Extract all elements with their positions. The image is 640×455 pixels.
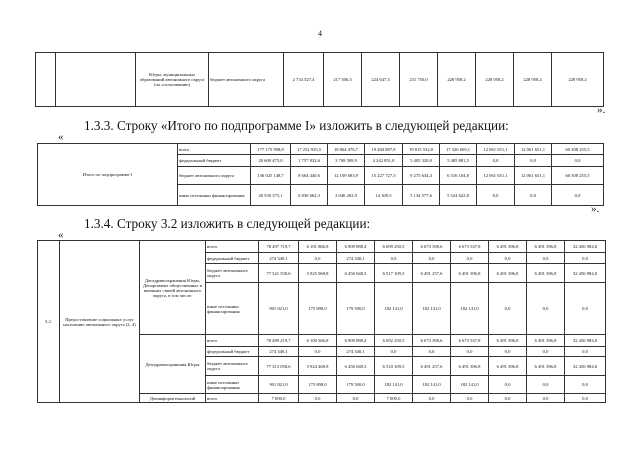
value-cell: 6 909 888,4 [337,241,375,253]
value-cell: 0,0 [375,253,413,264]
value-cell: 6 316 104,8 [440,167,477,185]
value-cell: 4 242 851,0 [365,155,403,167]
row-label: федеральный бюджет [206,347,259,357]
value-cell: 0,0 [489,253,527,264]
value-cell: 20 550 375,1 [251,185,291,206]
value-cell: 182 141,0 [413,283,451,335]
value-cell: 7 000,0 [259,394,299,403]
value-cell: 6 673 398,6 [413,241,451,253]
value-cell: 0,0 [552,185,604,206]
value-cell: 6 491 396,8 [489,264,527,283]
value-cell: 77 313 058,6 [259,357,299,376]
value-cell: 182 141,0 [451,376,489,394]
value-cell: 6 491 257,6 [413,357,451,376]
value-cell: 19 815 532,0 [403,144,440,155]
value-cell: 12 061 651,1 [515,167,552,185]
value-cell: 32 456 984,0 [565,357,606,376]
responsible-org: Депздравоохранения Югры, Департамент общественных и внешних связей автономного округа, в том числе: [140,241,206,335]
value-cell: 6 830 662,3 [291,185,328,206]
row-label: федеральный бюджет [178,155,251,167]
value-cell: 12 109 683,9 [328,167,365,185]
top-table [35,52,604,107]
value-cell: 0,0 [527,283,565,335]
value-cell: 12 061 651,1 [515,144,552,155]
empty-cell [36,53,56,107]
value-cell: 0,0 [413,394,451,403]
row-label: федеральный бюджет [206,253,259,264]
value-cell: 0,0 [565,283,606,335]
row-label: бюджет автономного округа [209,53,284,107]
value-cell: 6 909 888,4 [337,335,375,347]
value-cell: 17 326 609,1 [440,144,477,155]
value-cell: 179 500,0 [337,283,375,335]
section-heading: 1.3.3. Строку «Итого по подпрограмме I» изложить в следующей редакции: [84,118,509,133]
value-cell: 182 141,0 [451,283,489,335]
value-cell: 274 340,1 [259,253,299,264]
value-cell: 0,0 [489,347,527,357]
task-name: Предоставление социальных услуг населению автономного округа (2, 4) [60,241,140,403]
value-cell: 5 134 577,6 [403,185,440,206]
value-cell: 228 958,2 [514,53,552,107]
opening-quote: « [58,131,64,143]
value-cell: 6 517 109,5 [375,264,413,283]
value-cell: 6 101 866,8 [299,241,337,253]
table-row [38,241,606,253]
value-cell: 60 308 255,5 [552,144,604,155]
row-label: бюджет автономного округа [206,264,259,283]
value-cell: 0,0 [413,347,451,357]
value-cell: 901 821,0 [259,283,299,335]
value-cell: 0,0 [413,253,451,264]
value-cell: 0,0 [552,155,604,167]
value-cell: 6 491 396,8 [527,335,565,347]
value-cell: 0,0 [337,394,375,403]
value-cell: 7 000,0 [375,394,413,403]
value-cell: 3 046 202,9 [328,185,365,206]
value-cell: 6 692 250,5 [375,335,413,347]
value-cell: 6 491 396,8 [527,264,565,283]
value-cell: 5 485 881,5 [440,155,477,167]
opening-quote: « [58,229,64,241]
value-cell: 0,0 [527,253,565,264]
value-cell: 6 491 396,8 [489,241,527,253]
value-cell: 224 647,3 [362,53,400,107]
value-cell: 0,0 [451,394,489,403]
value-cell: 12 061 651,1 [477,167,515,185]
value-cell: 32 456 984,0 [565,335,606,347]
value-cell: 6 510 109,5 [375,357,413,376]
row-label: иные источники финансирования [206,283,259,335]
value-cell: 0,0 [489,283,527,335]
table-row [38,144,604,155]
value-cell: 6 491 396,8 [527,357,565,376]
value-cell: 6 491 396,8 [489,357,527,376]
value-cell: 0,0 [515,155,552,167]
value-cell: 19 484 887,8 [365,144,403,155]
row-label: бюджет автономного округа [178,167,251,185]
value-cell: 5 924 468,8 [299,357,337,376]
value-cell: 177 175 998,8 [251,144,291,155]
value-cell: 6 491 396,8 [489,335,527,347]
value-cell: 78 497 719,7 [259,241,299,253]
value-cell: 6 456 048,3 [337,264,375,283]
subprogram-title: Итого по подпрограмме I [38,144,178,206]
value-cell: 0,0 [489,394,527,403]
empty-cell [56,53,136,107]
value-cell: 217 506,3 [324,53,362,107]
value-cell: 0,0 [299,394,337,403]
value-cell: 0,0 [299,253,337,264]
row-label: всего [206,394,259,403]
value-cell: 274 340,1 [337,253,375,264]
value-cell: 0,0 [451,347,489,357]
value-cell: 0,0 [477,185,515,206]
value-cell: 0,0 [489,376,527,394]
value-cell: 175 898,0 [299,283,337,335]
value-cell: 136 025 148,7 [251,167,291,185]
value-cell: 3 708 589,9 [328,155,365,167]
value-cell: 228 958,2 [438,53,476,107]
value-cell: 20 600 475,0 [251,155,291,167]
value-cell: 0,0 [515,185,552,206]
value-cell: 182 141,0 [375,376,413,394]
value-cell: 60 308 255,5 [552,167,604,185]
value-cell: 6 491 396,8 [451,357,489,376]
value-cell: 32 456 984,0 [565,264,606,283]
value-cell: 0,0 [299,347,337,357]
page-number: 4 [318,29,322,38]
closing-quote: ». [597,104,606,116]
value-cell: 15 227 727,3 [365,167,403,185]
value-cell: 274 340,1 [337,347,375,357]
row-3-2-table [37,240,606,403]
org-cell: Югры, муниципальных образований автономного округа (по согласованию) [136,53,209,107]
row-label: всего [206,335,259,347]
value-cell: 6 456 048,3 [337,357,375,376]
value-cell: 6 673 537,8 [451,241,489,253]
value-cell: 6 699 250,5 [375,241,413,253]
value-cell: 182 141,0 [375,283,413,335]
value-cell: 182 141,0 [413,376,451,394]
row-number: 3.2. [38,241,60,403]
value-cell: 0,0 [565,347,606,357]
value-cell: 8 664 440,6 [291,167,328,185]
value-cell: 175 898,0 [299,376,337,394]
value-cell: 0,0 [565,394,606,403]
value-cell: 18 864 476,7 [328,144,365,155]
value-cell: 6 673 537,8 [451,335,489,347]
value-cell: 228 958,2 [476,53,514,107]
section-heading: 1.3.4. Строку 3.2 изложить в следующей редакции: [84,216,371,231]
value-cell: 78 489 219,7 [259,335,299,347]
value-cell: 6 491 396,8 [451,264,489,283]
subprogram-total-table [37,143,604,206]
value-cell: 179 500,0 [337,376,375,394]
value-cell: 0,0 [527,376,565,394]
value-cell: 231 750,0 [400,53,438,107]
value-cell: 6 491 257,6 [413,264,451,283]
value-cell: 14 309,5 [365,185,403,206]
row-label: иные источники финансирования [206,376,259,394]
value-cell: 0,0 [451,253,489,264]
value-cell: 5 925 968,8 [299,264,337,283]
value-cell: 5 524 622,8 [440,185,477,206]
value-cell: 5 405 320,0 [403,155,440,167]
value-cell: 77 321 558,6 [259,264,299,283]
row-label: бюджет автономного округа [206,357,259,376]
row-label: всего [206,241,259,253]
value-cell: 0,0 [565,376,606,394]
row-label: иные источники финансирования [178,185,251,206]
value-cell: 0,0 [477,155,515,167]
value-cell: 228 958,2 [552,53,604,107]
value-cell: 12 061 651,1 [477,144,515,155]
value-cell: 17 252 935,5 [291,144,328,155]
value-cell: 6 100 366,8 [299,335,337,347]
row-label: всего [178,144,251,155]
value-cell: 0,0 [527,347,565,357]
value-cell: 9 275 634,4 [403,167,440,185]
value-cell: 0,0 [565,253,606,264]
value-cell: 6 491 396,8 [527,241,565,253]
value-cell: 0,0 [527,394,565,403]
value-cell: 6 673 398,6 [413,335,451,347]
value-cell: 1 757 832,6 [291,155,328,167]
responsible-org: Депинформтехнологий [140,394,206,403]
value-cell: 0,0 [375,347,413,357]
value-cell: 32 456 984,0 [565,241,606,253]
responsible-org: Депздравоохранения Югры [140,335,206,394]
closing-quote: ». [591,203,600,215]
value-cell: 901 821,0 [259,376,299,394]
value-cell: 2 734 527,4 [284,53,324,107]
value-cell: 274 340,1 [259,347,299,357]
